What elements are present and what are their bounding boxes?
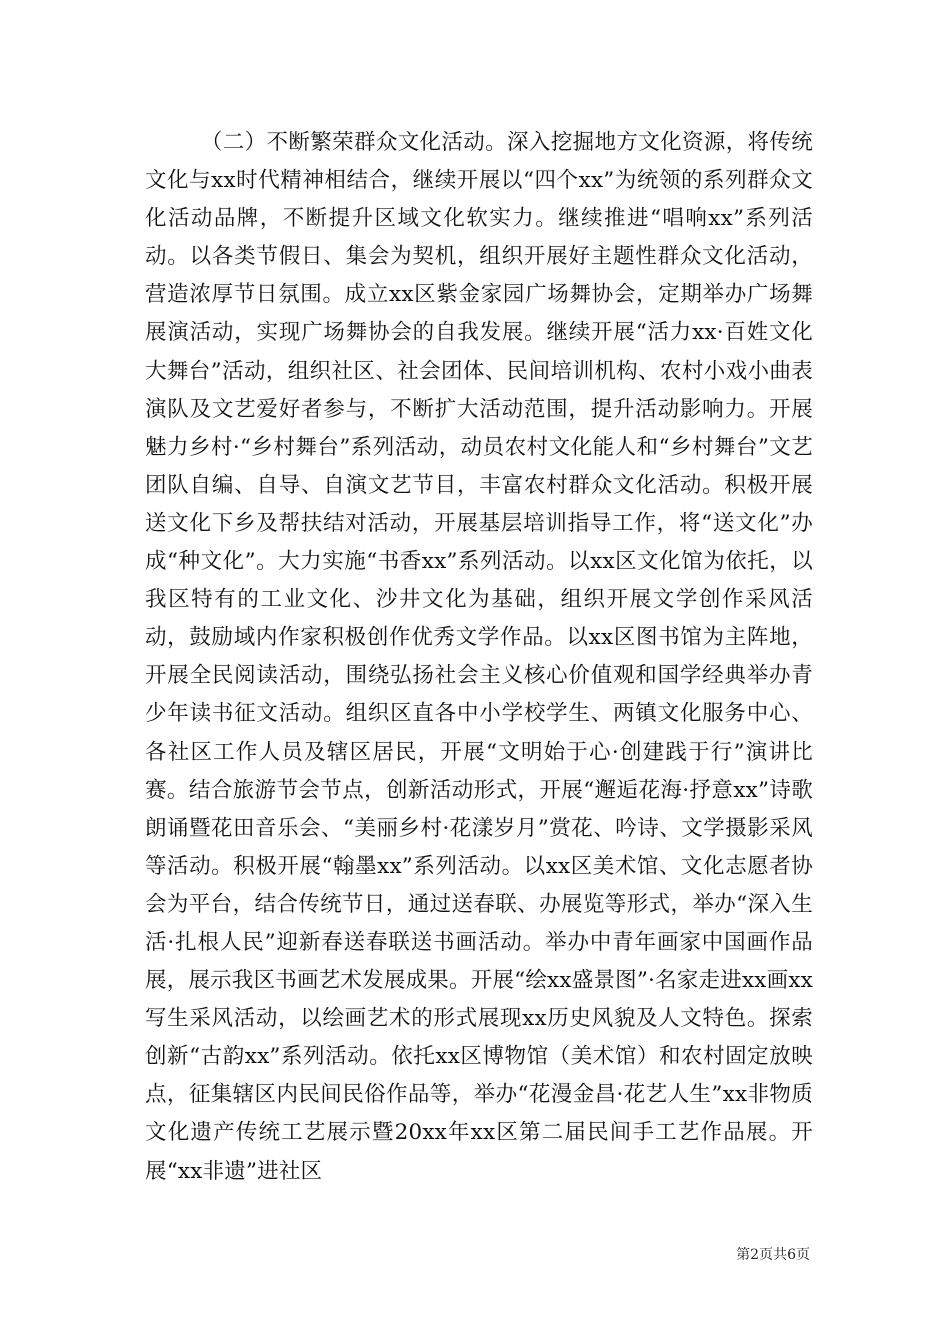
body-paragraph: （二）不断繁荣群众文化活动。深入挖掘地方文化资源，将传统文化与xx时代精神相结合，继续开展以“四个xx”为统领的系列群众文化活动品牌，不断提升区域文化软实力。继续推进“唱响xx”系列活动。以各类节假日、集会为契机，组织开展好主题性群众文化活动，营造浓厚节日氛围。成立xx区紫金家园广场舞协会，定期举办广场舞展演活动，实现广场舞协会的自我发展。继续开展“活力xx·百姓文化大舞台”活动，组织社区、社会团体、民间培训机构、农村小戏小曲表演队及文艺爱好者参与，不断扩大活动范围，提升活动影响力。开展魅力乡村·“乡村舞台”系列活动，动员农村文化能人和“乡村舞台”文艺团队自编、自导、自演文艺节目，丰富农村群众文化活动。积极开展送文化下乡及帮扶结对活动，开展基层培训指导工作，将“送文化”办成“种文化”。大力实施“书香xx”系列活动。以xx区文化馆为依托，以我区特有的工业文化、沙井文化为基础，组织开展文学创作采风活动，鼓励域内作家积极创作优秀文学作品。以xx区图书馆为主阵地，开展全民阅读活动，围绕弘扬社会主义核心价值观和国学经典举办青少年读书征文活动。组织区直各中小学校学生、两镇文化服务中心、各社区工作人员及辖区居民，开展“文明始于心·创建践于行”演讲比赛。结合旅游节会节点，创新活动形式，开展“邂逅花海·抒意xx”诗歌朗诵暨花田音乐会、“美丽乡村·花漾岁月”赏花、吟诗、文学摄影采风等活动。积极开展“翰墨xx”系列活动。以xx区美术馆、文化志愿者协会为平台，结合传统节日，通过送春联、办展览等形式，举办“深入生活·扎根人民”迎新春送春联送书画活动。举办中青年画家中国画作品展，展示我区书画艺术发展成果。开展“绘xx盛景图”·名家走进xx画xx写生采风活动，以绘画艺术的形式展现xx历史风貌及人文特色。探索创新“古韵xx”系列活动。依托xx区博物馆（美术馆）和农村固定放映点，征集辖区内民间民俗作品等，举办“花漫金昌·花艺人生”xx非物质文化遗产传统工艺展示暨20xx年xx区第二届民间手工艺作品展。开展“xx非遗”进社区 [145,130,813,1184]
page-number: 第2页共6页 [736,1247,810,1263]
